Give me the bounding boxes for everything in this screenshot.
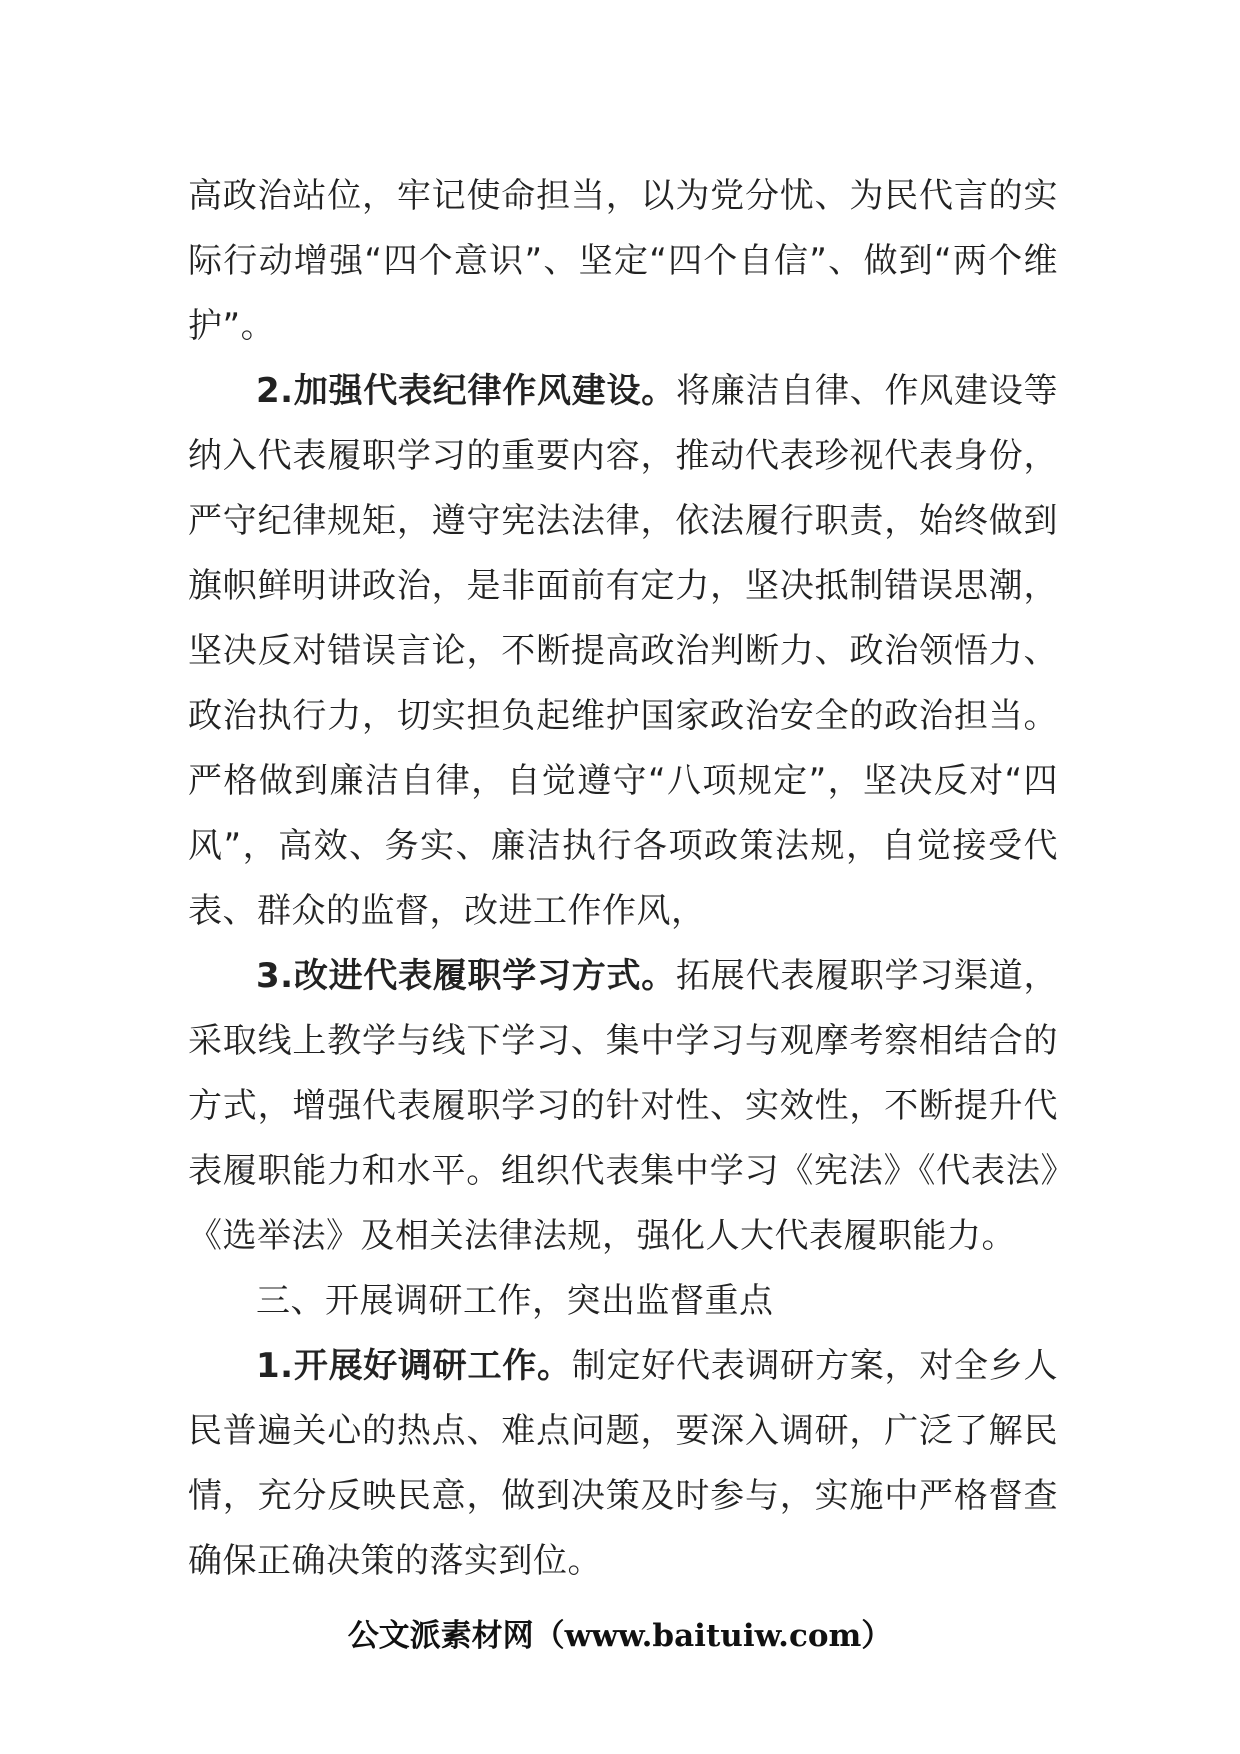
paragraph-lead: 3.改进代表履职学习方式。: [256, 956, 677, 996]
paragraph-lead: 1.开展好调研工作。: [256, 1346, 572, 1386]
paragraph-text: 高政治站位，牢记使命担当，以为党分忧、为民代言的实际行动增强“四个意识”、坚定“四个自信”、做到“两个维护”。: [188, 176, 1058, 346]
document-body: [188, 164, 1058, 1594]
paragraph-text: 拓展代表履职学习渠道，采取线上教学与线下学习、集中学习与观摩考察相结合的方式，增强代表履职学习的针对性、实效性，不断提升代表履职能力和水平。组织代表集中学习《宪法》《代表法》《选举法》及相关法律法规，强化人大代表履职能力。: [188, 956, 1058, 1256]
paragraph-5: [188, 1334, 1058, 1594]
paragraph-text: 将廉洁自律、作风建设等纳入代表履职学习的重要内容，推动代表珍视代表身份，严守纪律规矩，遵守宪法法律，依法履行职责，始终做到旗帜鲜明讲政治，是非面前有定力，坚决抵制错误思潮，坚决反对错误言论，不断提高政治判断力、政治领悟力、政治执行力，切实担负起维护国家政治安全的政治担当。严格做到廉洁自律，自觉遵守“八项规定”，坚决反对“四风”，高效、务实、廉洁执行各项政策法规，自觉接受代表、群众的监督，改进工作作风，: [188, 371, 1058, 931]
paragraph-1: [188, 164, 1058, 359]
watermark-footer: 公文派素材网（www.baituiw.com）: [347, 1618, 893, 1654]
paragraph-2: [188, 359, 1058, 944]
section-heading: [188, 1269, 1058, 1334]
section-heading-text: 三、开展调研工作，突出监督重点: [256, 1281, 774, 1321]
paragraph-lead: 2.加强代表纪律作风建设。: [256, 371, 677, 411]
paragraph-text: 制定好代表调研方案，对全乡人民普遍关心的热点、难点问题，要深入调研，广泛了解民情，充分反映民意，做到决策及时参与，实施中严格督查确保正确决策的落实到位。: [188, 1346, 1058, 1581]
paragraph-3: [188, 944, 1058, 1269]
